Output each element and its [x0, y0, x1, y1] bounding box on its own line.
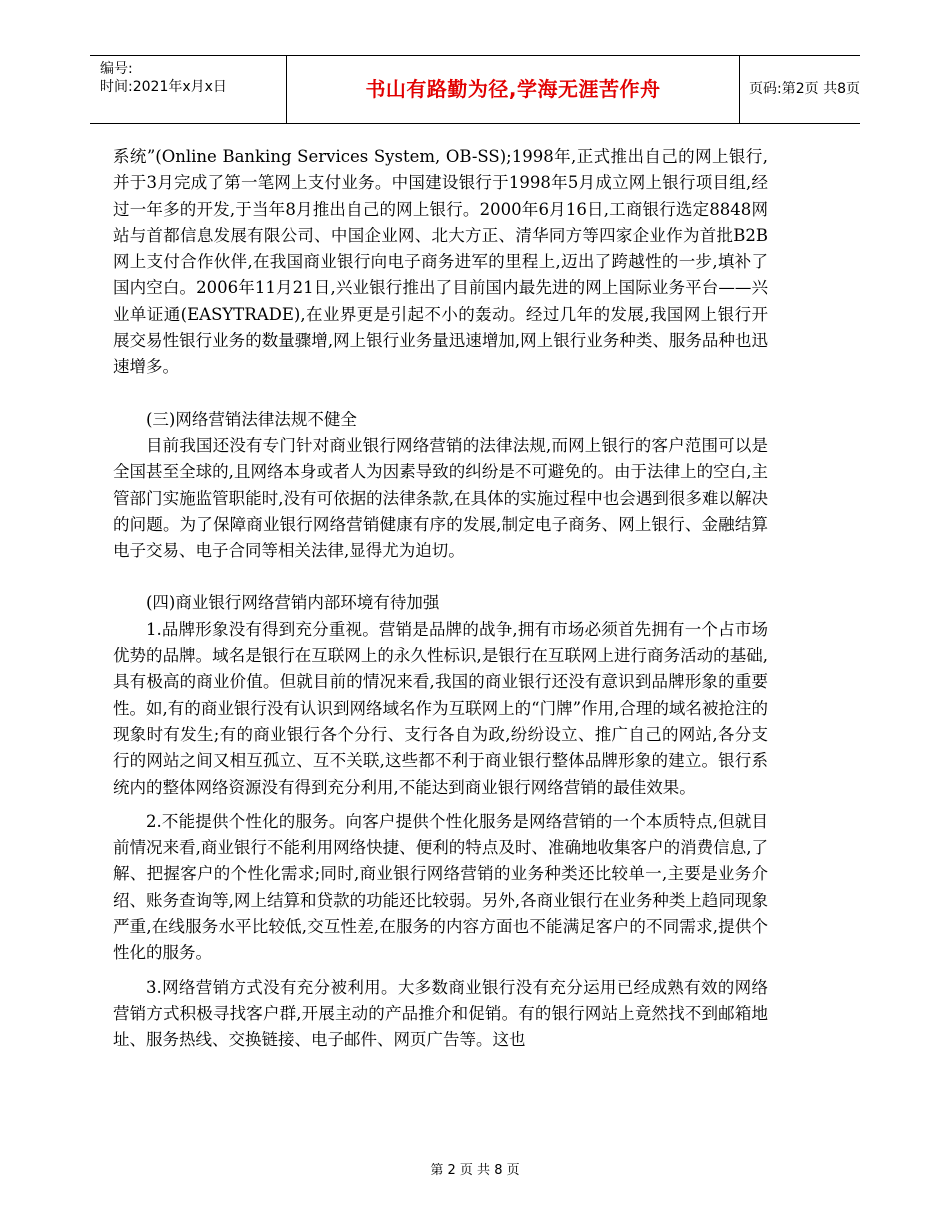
header-meta-cell — [90, 56, 286, 123]
paragraph-item-2: 2.不能提供个性化的服务。向客户提供个性化服务是网络营销的一个本质特点,但就目前情况来看,商业银行不能利用网络快捷、便利的特点及时、准确地收集客户的消费信息,了解、把握客户的个性化需求;同时,商业银行网络营销的业务种类还比较单一,主要是业务介绍、账务查询等,网上结算和贷款的功能还比较弱。另外,各商业银行在业务种类上趋同现象严重,在线服务水平比较低,交互性差,在服务的内容方面也不能满足客户的不同需求,提供个性化的服务。 — [113, 811, 768, 963]
header-table — [90, 55, 860, 124]
page-footer: 第 2 页 共 8 页 — [430, 1163, 520, 1178]
header-motto-cell — [286, 56, 740, 123]
header-page-cell — [739, 56, 860, 123]
section-heading-3: (三)网络营销法律法规不健全 — [146, 409, 357, 429]
paragraph-item-3: 3.网络营销方式没有充分被利用。大多数商业银行没有充分运用已经成熟有效的网络营销方式积极寻找客户群,开展主动的产品推介和促销。有的银行网站上竟然找不到邮箱地址、服务热线、交换链接、电子邮件、网页广告等。这也 — [113, 977, 768, 1050]
serial-label: 编号: — [100, 61, 133, 77]
paragraph: 目前我国还没有专门针对商业银行网络营销的法律法规,而网上银行的客户范围可以是全国甚至全球的,且网络本身或者人为因素导致的纠纷是不可避免的。由于法律上的空白,主管部门实施监管职能时,没有可依据的法律条款,在具体的实施过程中也会遇到很多难以解决的问题。为了保障商业银行网络营销健康有序的发展,制定电子商务、网上银行、金融结算电子交易、电子合同等相关法律,显得尤为迫切。 — [113, 435, 768, 561]
document-body — [113, 144, 768, 1054]
motto: 书山有路勤为径,学海无涯苦作舟 — [365, 77, 661, 101]
page-info: 页码:第2页 共8页 — [749, 81, 860, 97]
paragraph-continued: 系统”(Online Banking Services System, OB-SS);1998年,正式推出自己的网上银行,并于3月完成了第一笔网上支付业务。中国建设银行于1998年5月成立网上银行项目组,经过一年多的开发,于当年8月推出自己的网上银行。2000年6月16日,工商银行选定8848网站与首都信息发展有限公司、中国企业网、北大方正、清华同方等四家企业作为首批B2B网上支付合作伙伴,在我国商业银行向电子商务进军的里程上,迈出了跨越性的一步,填补了国内空白。2006年11月21日,兴业银行推出了目前国内最先进的网上国际业务平台——兴业单证通(EASYTRADE),在业界更是引起不小的轰动。经过几年的发展,我国网上银行开展交易性银行业务的数量骤增,网上银行业务量迅速增加,网上银行业务种类、服务品种也迅速增多。 — [113, 147, 768, 377]
paragraph-item-1: 1.品牌形象没有得到充分重视。营销是品牌的战争,拥有市场必须首先拥有一个占市场优势的品牌。域名是银行在互联网上的永久性标识,是银行在互联网上进行商务活动的基础,具有极高的商业价值。但就目前的情况来看,我国的商业银行还没有意识到品牌形象的重要性。如,有的商业银行没有认识到网络域名作为互联网上的“门牌”作用,合理的域名被抢注的现象时有发生;有的商业银行各个分行、支行各自为政,纷纷设立、推广自己的网站,各分支行的网站之间又相互孤立、互不关联,这些都不利于商业银行整体品牌形象的建立。银行系统内的整体网络资源没有得到充分利用,不能达到商业银行网络营销的最佳效果。 — [113, 619, 768, 797]
time-label: 时间:2021年x月x日 — [100, 79, 227, 95]
section-heading-4: (四)商业银行网络营销内部环境有待加强 — [146, 593, 440, 613]
